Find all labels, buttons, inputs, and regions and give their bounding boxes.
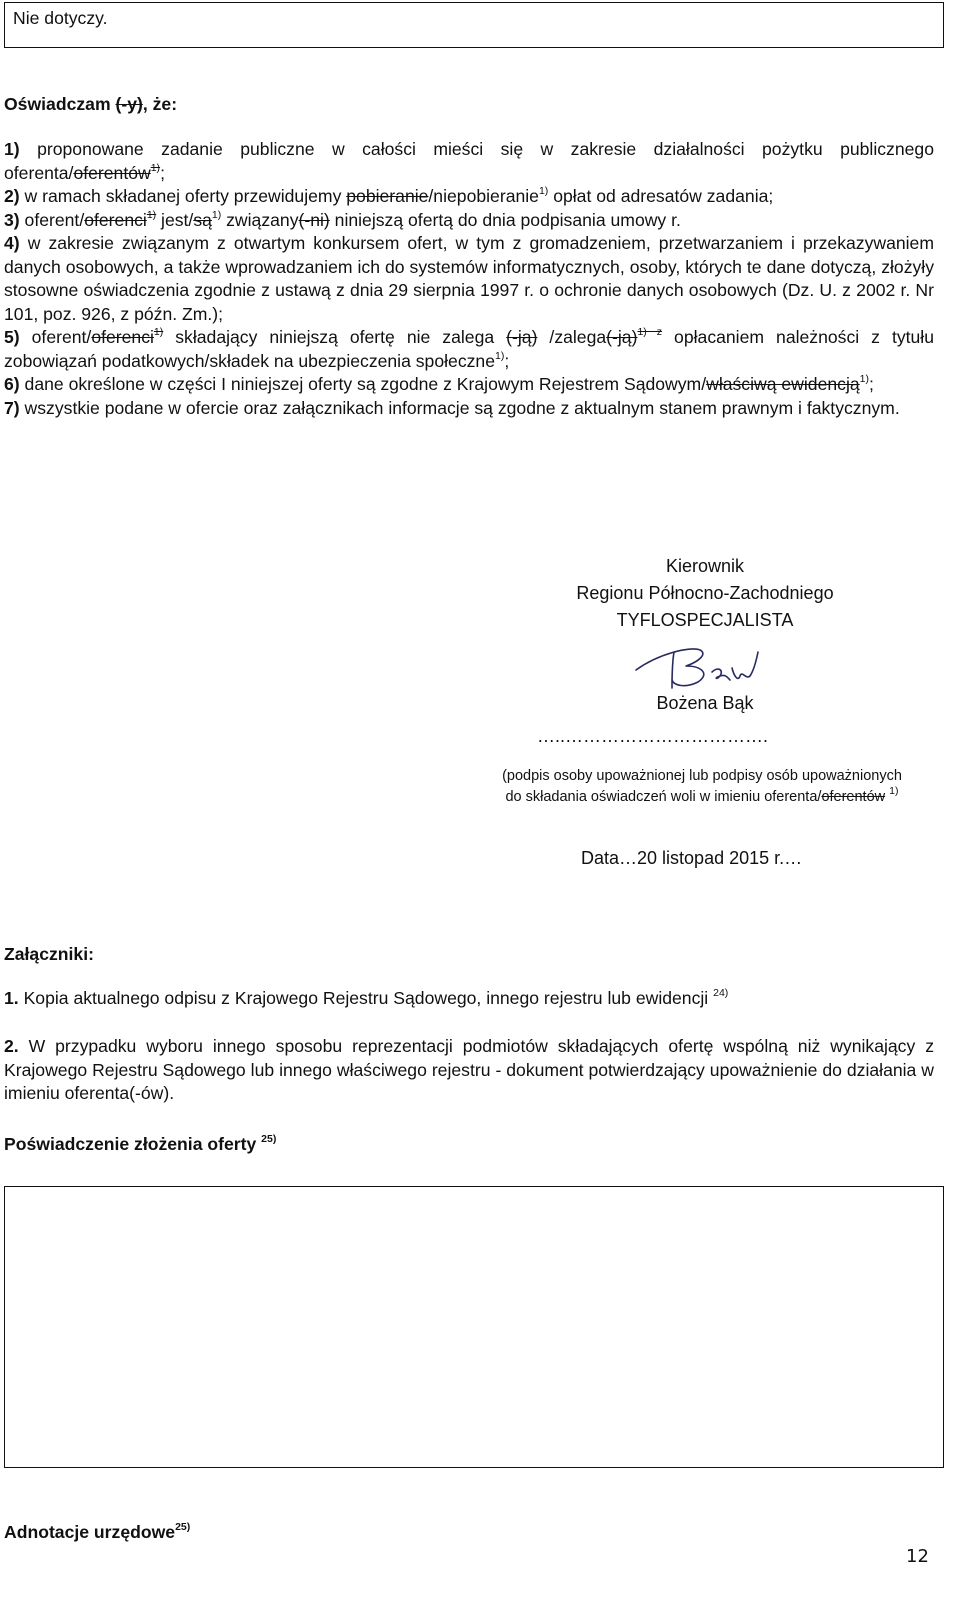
footnote-ref: 1): [150, 161, 161, 174]
declaration-heading: [4, 93, 944, 117]
footnote-ref: 24): [713, 987, 729, 1000]
footnote-ref: 25): [175, 1521, 191, 1534]
signature-caption-line2: [462, 787, 942, 808]
item-number: 6): [4, 374, 20, 394]
item-strike: oferentów: [73, 162, 151, 183]
item-text: składający niniejszą ofertę nie zalega: [163, 327, 507, 347]
confirmation-heading-text: Poświadczenie złożenia oferty: [4, 1134, 257, 1154]
caption-text: do składania oświadczeń woli w imieniu oferenta/: [505, 789, 822, 805]
item-number: 1): [4, 139, 20, 159]
item-number: 4): [4, 233, 20, 253]
signatory-name: Bożena Bąk: [656, 693, 754, 713]
item-text: dane określone w części I niniejszej oferty są zgodne z Krajowym Rejestrem Sądowym/: [19, 374, 707, 394]
item-text: opłat od adresatów zadania;: [548, 186, 774, 206]
signatory-organization: TYFLOSPECJALISTA: [616, 610, 794, 630]
declaration-item-4: [4, 232, 934, 326]
not-applicable-box: [4, 2, 944, 48]
item-text: jest/: [156, 209, 194, 230]
item-strike: oferenci: [84, 209, 147, 230]
footnote-ref: 1): [889, 785, 899, 798]
item-number: 2): [4, 186, 20, 206]
signature-caption: [462, 766, 942, 808]
item-text: /niepobieranie: [428, 186, 539, 206]
footnote-ref: 1): [211, 208, 222, 221]
item-text: ;: [868, 374, 874, 394]
item-strike: (-ją): [606, 327, 638, 347]
item-text: proponowane zadanie publiczne w całości mieści się w zakresie działalności pożytku publicznego oferenta/: [4, 139, 934, 183]
item-text: w zakresie związanym z otwartym konkursem ofert, w tym z gromadzeniem, przetwarzaniem i przekazywaniem danych osobowych, a także wprowadzaniem ich do systemów informatycznych, osoby, których te dane dotyczą, złożyły stosowne oświadczenia zgodnie z ustawą z dnia 29 sierpnia 1997 r. o ochronie danych osobowych (Dz. U. z 2002 r. Nr 101, poz. 926, z późn. Zm.);: [4, 233, 934, 324]
item-text: oferent/: [19, 209, 85, 230]
item-number: 7): [4, 397, 20, 418]
not-applicable-text: Nie dotyczy.: [13, 8, 108, 28]
declaration-item-2: [4, 185, 934, 209]
declaration-item-3: [4, 209, 934, 233]
attachments-heading: [4, 943, 304, 967]
heading-strike: (-y): [115, 94, 143, 114]
item-text: ;: [504, 350, 510, 371]
signature-caption-line1: (podpis osoby upoważnionej lub podpisy osób upoważnionych: [502, 768, 902, 784]
item-text: niniejszą ofertą do dnia podpisania umowy r.: [329, 209, 681, 230]
attachment-1: [4, 987, 934, 1011]
declaration-item-6: [4, 373, 934, 397]
submission-confirmation-heading: [4, 1133, 504, 1157]
item-text: /zalega: [537, 327, 607, 347]
item-text: w ramach składanej oferty przewidujemy: [19, 186, 347, 206]
attachment-number: 1.: [4, 988, 19, 1008]
caption-strike: oferentów: [821, 789, 886, 805]
item-strike: (-ni): [298, 209, 330, 230]
item-text: związany: [221, 209, 299, 230]
declaration-list: [4, 138, 934, 420]
attachment-2: [4, 1035, 934, 1106]
item-strike: oferenci: [91, 327, 154, 347]
item-strike: pobieranie: [346, 186, 429, 206]
footnote-ref: 1): [859, 373, 869, 386]
handwritten-signature: [628, 640, 778, 692]
signatory-region: Regionu Północno-Zachodniego: [576, 583, 834, 603]
declaration-item-7: [4, 397, 934, 421]
footnote-ref: 1): [146, 208, 157, 221]
item-number: 5): [4, 327, 20, 347]
page-number: 12: [906, 1546, 929, 1567]
footnote-ref: 1): [538, 185, 549, 198]
attachment-number: 2.: [4, 1036, 19, 1056]
item-text: wszystkie podane w ofercie oraz załącznikach informacje są zgodne z aktualnym stanem prawnym i faktycznym.: [19, 397, 900, 418]
item-text: opłacaniem należności z tytułu zobowiązań podatkowych/składek na ubezpieczenia społeczne: [4, 327, 934, 371]
attachment-text: Kopia aktualnego odpisu z Krajowego Rejestru Sądowego, innego rejestru lub ewidencji: [18, 988, 709, 1008]
item-strike: właściwą ewidencją: [706, 374, 860, 394]
attachment-text: W przypadku wyboru innego sposobu reprezentacji podmiotów składających ofertę wspólną niż wynikający z Krajowego Rejestru Sądowego lub innego właściwego rejestru - dokument potwierdzający upoważnienie do działania w imieniu oferenta(-ów).: [4, 1036, 934, 1103]
item-text: oferent/: [19, 327, 92, 347]
item-strike: (-ją): [506, 327, 538, 347]
footnote-ref: 1): [153, 326, 164, 339]
signatory-title: [540, 553, 870, 634]
heading-post: , że:: [142, 94, 178, 114]
footnote-ref: 1): [494, 349, 505, 362]
heading-pre: Oświadczam: [4, 94, 116, 114]
attachments-heading-text: Załączniki:: [4, 944, 94, 964]
footnote-ref: 25): [261, 1133, 277, 1146]
submission-confirmation-box: [4, 1186, 944, 1468]
signature-dots: …..…………………………….: [537, 726, 769, 746]
annotations-heading-text: Adnotacje urzędowe: [4, 1522, 176, 1542]
item-strike: są: [193, 209, 212, 230]
declaration-item-1: [4, 138, 934, 185]
signature-date: Data…20 listopad 2015 r.…: [581, 848, 803, 868]
signatory-position: Kierownik: [665, 556, 745, 576]
footnote-ref: 1) z: [637, 326, 663, 339]
declaration-item-5: [4, 326, 934, 373]
item-number: 3): [4, 209, 20, 230]
item-text: ;: [160, 162, 165, 183]
official-annotations-heading: [4, 1521, 504, 1545]
